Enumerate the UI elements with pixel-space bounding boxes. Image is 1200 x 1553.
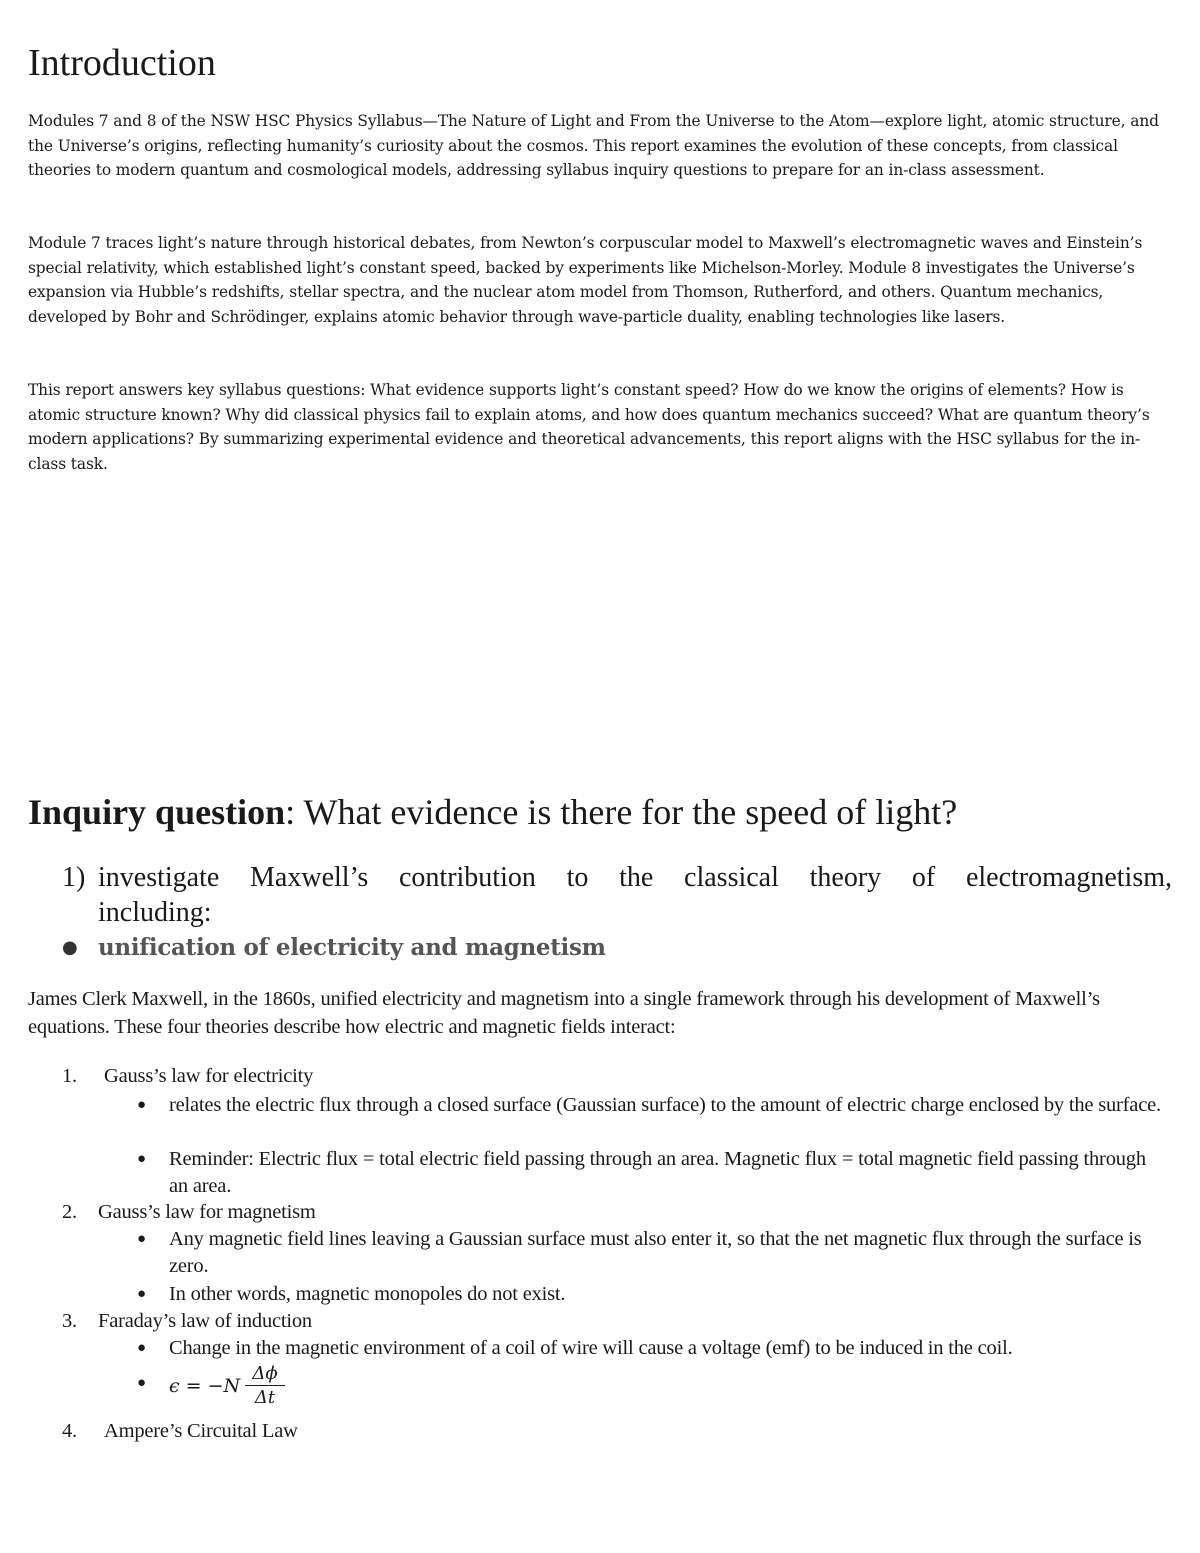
bullet-icon: ●: [137, 1286, 146, 1302]
syllabus-point-line-2: including:: [98, 897, 212, 928]
law-title: Faraday’s law of induction: [98, 1310, 312, 1332]
inquiry-label: Inquiry question: [28, 792, 286, 832]
formula-lhs: ϵ = −N: [169, 1375, 241, 1397]
formula-numerator: Δϕ: [245, 1363, 285, 1386]
bullet-text: Reminder: Electric flux = total electric field passing through an area. Magnetic flux = total magnetic field passing through an area.: [169, 1148, 1146, 1197]
bullet-icon: ●: [137, 1097, 146, 1113]
bullet-text: Any magnetic field lines leaving a Gaussian surface must also enter it, so that the net magnetic flux through the surface is zero.: [169, 1228, 1142, 1277]
syllabus-point-line-1: investigate Maxwell’s contribution to the classical theory of electromagnetism,: [98, 862, 1172, 893]
bullet-icon: ●: [137, 1375, 147, 1391]
syllabus-point-text: [98, 860, 1172, 930]
law-number: 4.: [62, 1420, 77, 1442]
intro-paragraph-1: Modules 7 and 8 of the NSW HSC Physics Syllabus—The Nature of Light and From the Universe to the Atom—explore light, atomic structure, and the Universe’s origins, reflecting humanity’s curiosity about the cosmos. This report examines the evolution of these concepts, from classical theories to modern quantum and cosmological models, addressing syllabus inquiry questions to prepare for an in-class assessment.: [28, 112, 1159, 180]
intro-paragraph-3: This report answers key syllabus questions: What evidence supports light’s constant speed? How do we know the origins of elements? How is atomic structure known? Why did classical physics fail to explain atoms, and how does quantum mechanics succeed? What are quantum theory’s modern applications? By summarizing experimental evidence and theoretical advancements, this report aligns with the HSC syllabus for the in-class task.: [28, 381, 1150, 473]
bullet-icon: ●: [137, 1151, 146, 1167]
bullet-text: relates the electric flux through a closed surface (Gaussian surface) to the amount of electric charge enclosed by the surface.: [169, 1094, 1161, 1116]
syllabus-point-number: 1): [62, 862, 86, 893]
bullet-icon: ●: [137, 1231, 146, 1247]
bullet-text: In other words, magnetic monopoles do not exist.: [169, 1283, 566, 1305]
law-number: 1.: [62, 1065, 77, 1087]
formula-denominator: Δt: [254, 1387, 276, 1408]
bullet-icon: ●: [137, 1340, 146, 1356]
inquiry-question-text: : What evidence is there for the speed of light?: [285, 792, 958, 832]
law-title: Ampere’s Circuital Law: [104, 1420, 298, 1442]
law-title: Gauss’s law for magnetism: [98, 1201, 316, 1223]
law-number: 2.: [62, 1201, 77, 1223]
formula-fraction: [245, 1363, 285, 1410]
bullet-icon: ●: [62, 937, 78, 958]
maxwell-paragraph: James Clerk Maxwell, in the 1860s, unified electricity and magnetism into a single framework through his development of Maxwell’s equations. These four theories describe how electric and magnetic fields interact:: [28, 988, 1100, 1038]
sub-bullet-label: unification of electricity and magnetism: [98, 934, 606, 961]
law-number: 3.: [62, 1310, 77, 1332]
bullet-text: Change in the magnetic environment of a coil of wire will cause a voltage (emf) to be induced in the coil.: [169, 1337, 1013, 1359]
intro-paragraph-2: Module 7 traces light’s nature through historical debates, from Newton’s corpuscular model to Maxwell’s electromagnetic waves and Einstein’s special relativity, which established light’s constant speed, backed by experiments like Michelson-Morley. Module 8 investigates the Universe’s expansion via Hubble’s redshifts, stellar spectra, and the nuclear atom model from Thomson, Rutherford, and others. Quantum mechanics, developed by Bohr and Schrödinger, explains atomic behavior through wave-particle duality, enabling technologies like lasers.: [28, 234, 1143, 326]
introduction-heading: Introduction: [28, 42, 216, 84]
inquiry-question-heading: [28, 790, 957, 834]
law-title: Gauss’s law for electricity: [104, 1065, 314, 1087]
